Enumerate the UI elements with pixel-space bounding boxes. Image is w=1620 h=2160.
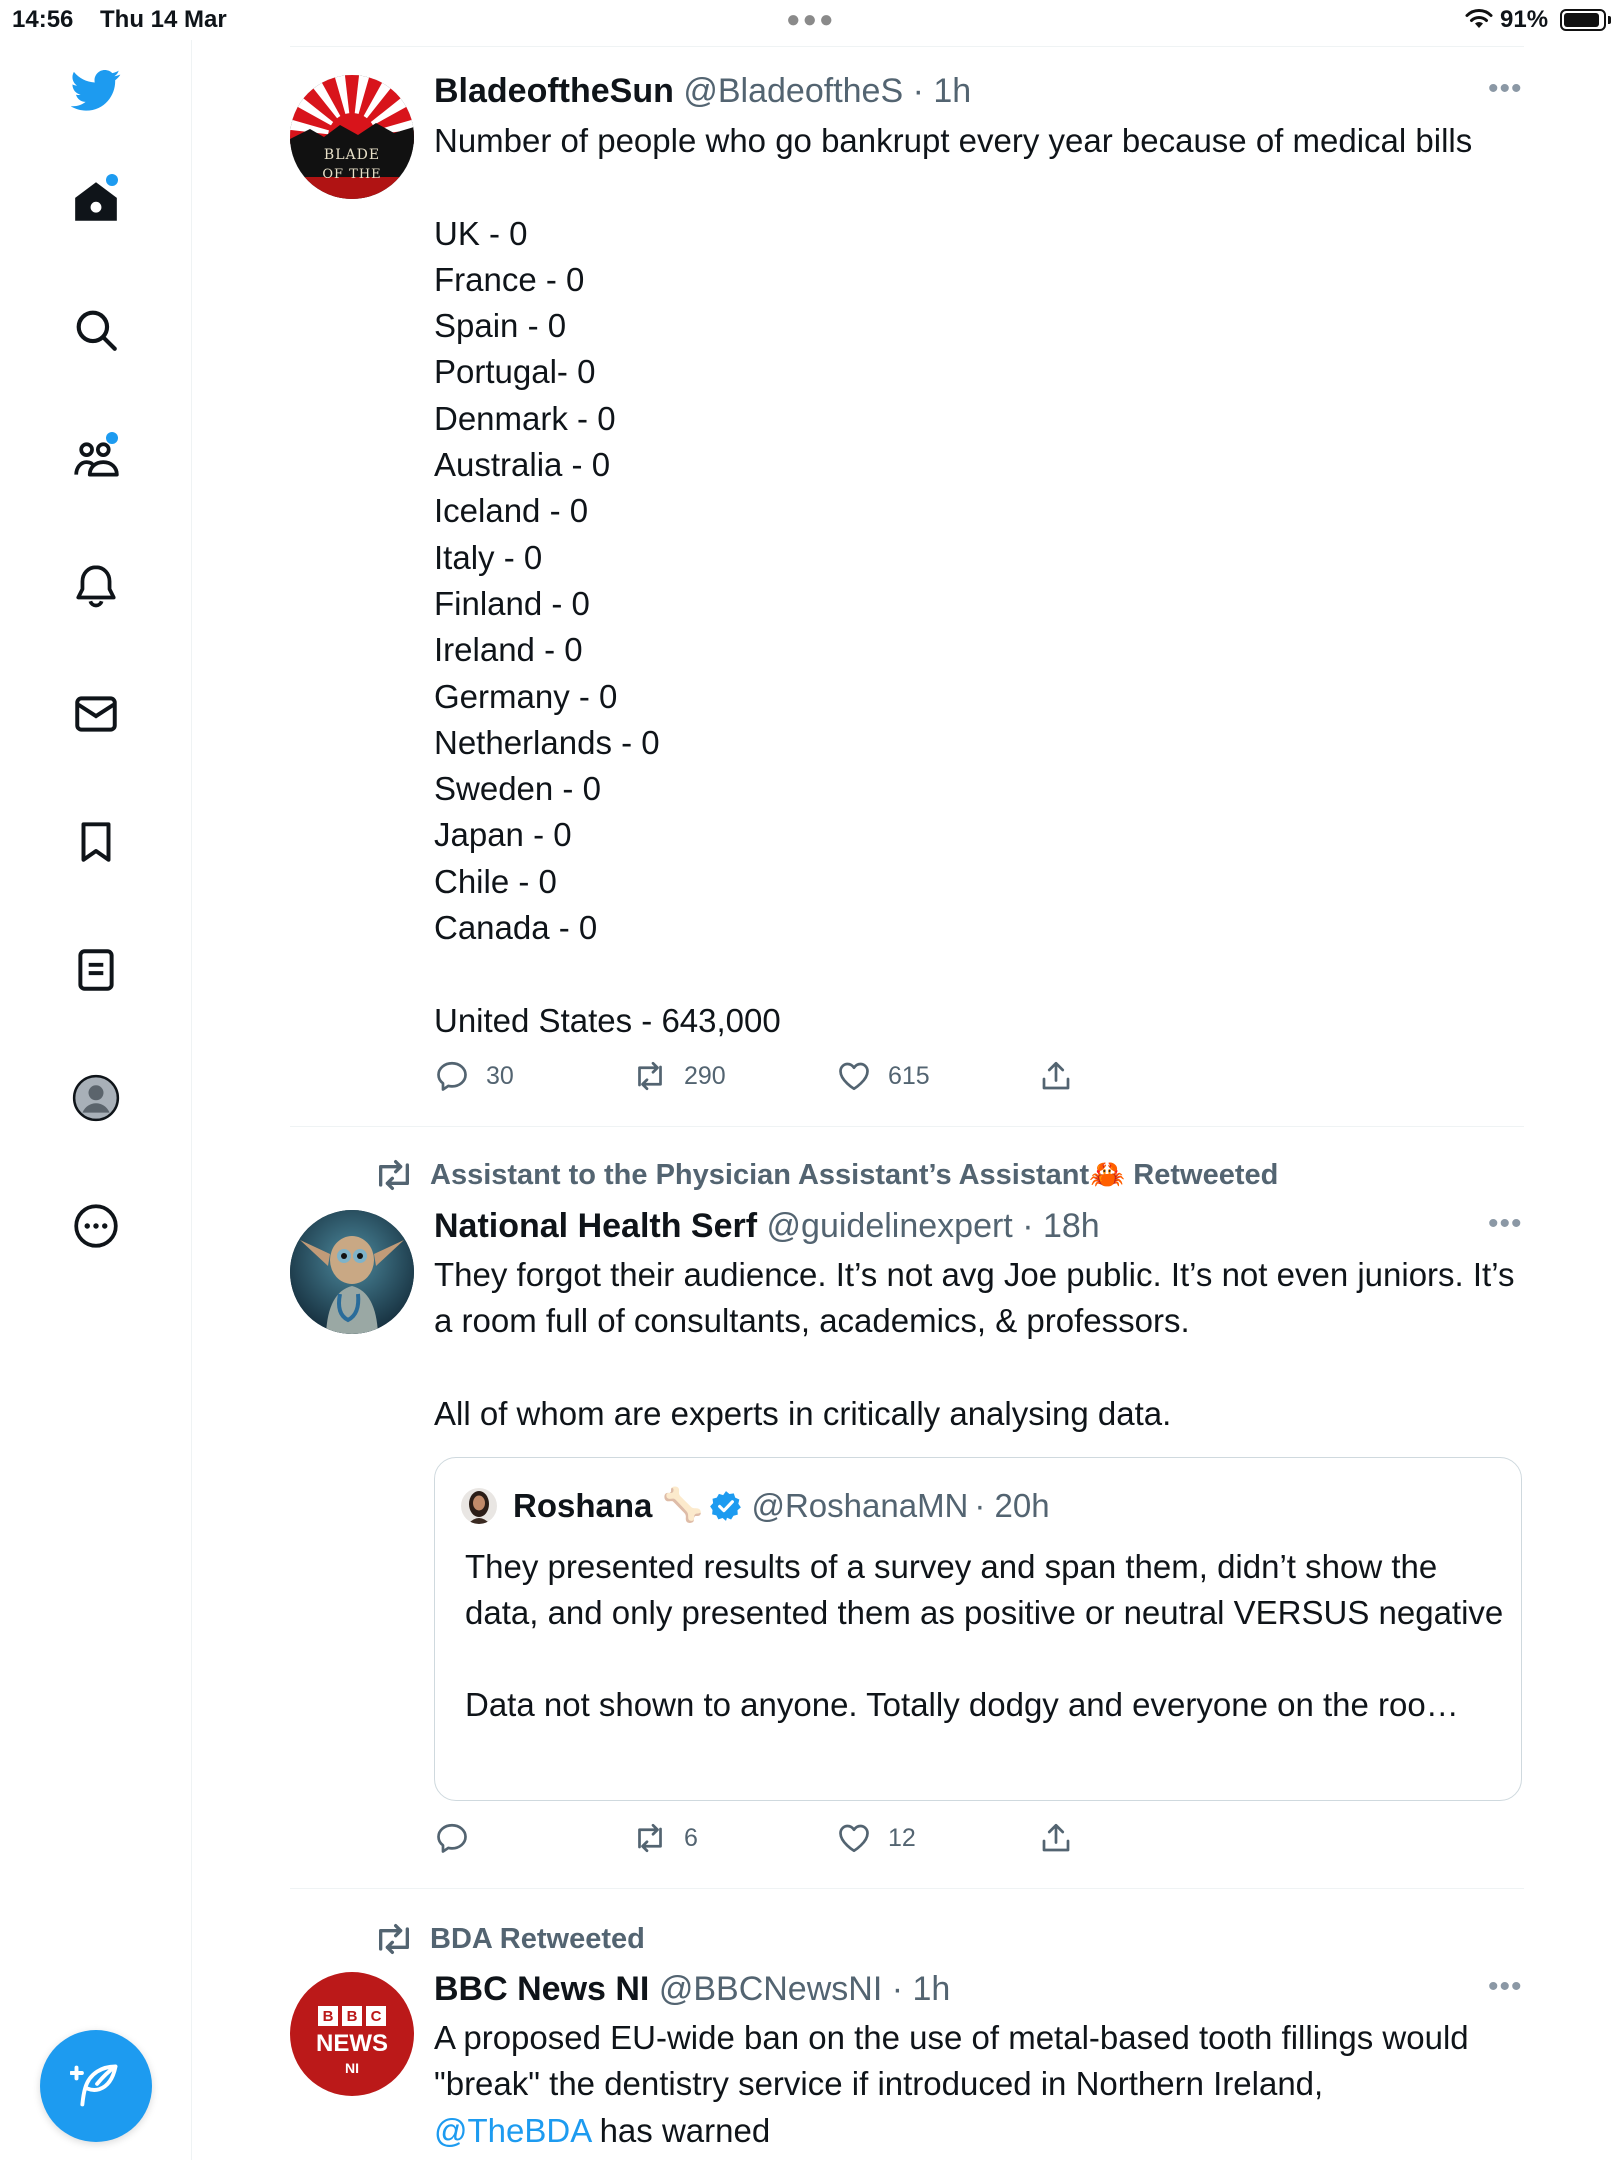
tweet-more-icon[interactable]: ••• [1488, 72, 1523, 105]
reply-icon [434, 1820, 470, 1856]
tweet-divider [290, 1126, 1524, 1127]
retweeted-by-line[interactable] [374, 1922, 645, 1956]
more-options-icon[interactable] [68, 1198, 124, 1254]
retweet-count: 290 [684, 1061, 726, 1090]
search-icon[interactable] [68, 302, 124, 358]
compose-tweet-button[interactable] [40, 2030, 152, 2142]
reply-icon [434, 1058, 470, 1094]
timeline-top-divider [290, 46, 1524, 47]
retweet-button[interactable] [632, 1820, 698, 1856]
tweet-text: Number of people who go bankrupt every year because of medical bills UK - 0 France - 0 Spain - 0 Portugal- 0 Denmark - 0 Australia - 0 Iceland - 0 Italy - 0 Finland - 0 Ireland - 0 Germany - 0 Netherlands - 0 Sweden - 0 Japan - 0 Chile - 0 Canada - 0 United States - 643,000 [434, 122, 1473, 1039]
avatar-news-text: NEWS [316, 2030, 388, 2057]
avatar-text-line2: OF THE [322, 167, 382, 182]
bbc-block: B [342, 2006, 362, 2026]
retweeted-by-line[interactable] [374, 1158, 1278, 1192]
home-notification-dot [106, 174, 118, 186]
reply-button[interactable] [434, 1820, 486, 1856]
multitasking-dots-icon[interactable]: ●●● [786, 6, 836, 33]
quoted-tweet-text: They presented results of a survey and span them, didn’t show the data, and only presented them as positive or neutral VERSUS negative Data not shown to anyone. Totally dodgy and everyone on the roo… [465, 1548, 1504, 1723]
retweet-icon [374, 1922, 414, 1956]
bbc-block: B [318, 2006, 338, 2026]
bookmarks-icon[interactable] [68, 814, 124, 870]
verified-badge-icon [709, 1489, 743, 1523]
tweet-more-icon[interactable]: ••• [1488, 1207, 1523, 1240]
author-handle[interactable]: @BladeoftheS [683, 72, 904, 110]
mention-link[interactable]: @TheBDA [434, 2111, 591, 2149]
author-name[interactable]: BBC News NI [434, 1970, 650, 2008]
heart-icon [836, 1820, 872, 1856]
tweet-actions [434, 1820, 1114, 1860]
retweet-icon [632, 1058, 668, 1094]
tweet-divider [290, 1888, 1524, 1889]
author-handle[interactable]: @guidelinexpert [766, 1207, 1013, 1245]
avatar[interactable] [290, 75, 414, 199]
bbc-logo-blocks [318, 2006, 386, 2026]
reply-button[interactable] [434, 1058, 514, 1094]
tweet-time[interactable]: · 1h [891, 1970, 951, 2008]
tweet-header [434, 1207, 1100, 1246]
quoted-tweet[interactable] [434, 1457, 1522, 1801]
compose-feather-icon [70, 2060, 122, 2112]
avatar[interactable] [290, 1972, 414, 2096]
status-date: Thu 14 Mar [100, 6, 227, 33]
battery-icon [1560, 9, 1606, 31]
status-time: 14:56 [12, 6, 74, 33]
retweet-icon [374, 1158, 414, 1192]
tweet-time[interactable]: · 18h [1022, 1207, 1100, 1245]
share-icon [1038, 1820, 1074, 1856]
like-button[interactable] [836, 1820, 916, 1856]
dobby-avatar-image [290, 1210, 414, 1334]
like-count: 12 [888, 1823, 916, 1852]
heart-icon [836, 1058, 872, 1094]
communities-notification-dot [106, 432, 118, 444]
reply-count: 30 [486, 1061, 514, 1090]
quoted-author-name: Roshana [513, 1486, 653, 1524]
quoted-avatar[interactable] [461, 1488, 497, 1524]
twitter-logo-icon[interactable] [68, 62, 124, 118]
like-button[interactable] [836, 1058, 930, 1094]
profile-avatar-icon[interactable] [68, 1070, 124, 1126]
like-count: 615 [888, 1061, 930, 1090]
avatar-text-line1: BLADE [323, 147, 381, 163]
tweet-text-part: A proposed EU-wide ban on the use of metal-based tooth fillings would "break" the dentistry service if introduced in Northern Ireland, [434, 2019, 1469, 2103]
tweet-time[interactable]: · 1h [912, 72, 972, 110]
status-bar [0, 0, 1620, 40]
share-button[interactable] [1038, 1820, 1090, 1856]
author-handle[interactable]: @BBCNewsNI [658, 1970, 883, 2008]
wifi-icon [1464, 6, 1494, 30]
messages-mail-icon[interactable] [68, 686, 124, 742]
tweet-text-part: has warned [590, 2111, 771, 2149]
retweet-icon [632, 1820, 668, 1856]
bbc-block: C [366, 2006, 386, 2026]
retweet-button[interactable] [632, 1058, 726, 1094]
woman-avatar-image [461, 1488, 497, 1524]
tweet-header [434, 1970, 950, 2009]
retweeted-by-text: BDA Retweeted [430, 1922, 645, 1955]
avatar[interactable] [290, 1210, 414, 1334]
tweet-actions [434, 1058, 1114, 1098]
tweet-text: They forgot their audience. It’s not avg Joe public. It’s not even juniors. It’s a room full of consultants, academics, & professors. All of whom are experts in critically analysing data. [434, 1256, 1515, 1432]
quoted-author-handle: @RoshanaMN [751, 1486, 969, 1524]
share-button[interactable] [1038, 1058, 1090, 1094]
avatar-ni-text: NI [345, 2060, 359, 2076]
tweet-header [434, 72, 971, 111]
author-name[interactable]: National Health Serf [434, 1207, 758, 1245]
sidebar [0, 40, 192, 2160]
retweeted-by-text: Assistant to the Physician Assistant’s Assistant🦀 Retweeted [430, 1159, 1279, 1191]
quoted-tweet-header [513, 1486, 1050, 1525]
battery-tip [1608, 16, 1611, 24]
battery-percent: 91% [1500, 6, 1549, 33]
lists-icon[interactable] [68, 942, 124, 998]
author-name[interactable]: BladeoftheSun [434, 72, 674, 110]
notifications-bell-icon[interactable] [68, 558, 124, 614]
share-icon [1038, 1058, 1074, 1094]
tweet-more-icon[interactable]: ••• [1488, 1970, 1523, 2003]
bone-emoji: 🦴 [662, 1486, 704, 1523]
quoted-tweet-time: · 20h [974, 1486, 1050, 1524]
tweet-text [434, 2015, 1524, 2154]
retweet-count: 6 [684, 1823, 698, 1852]
